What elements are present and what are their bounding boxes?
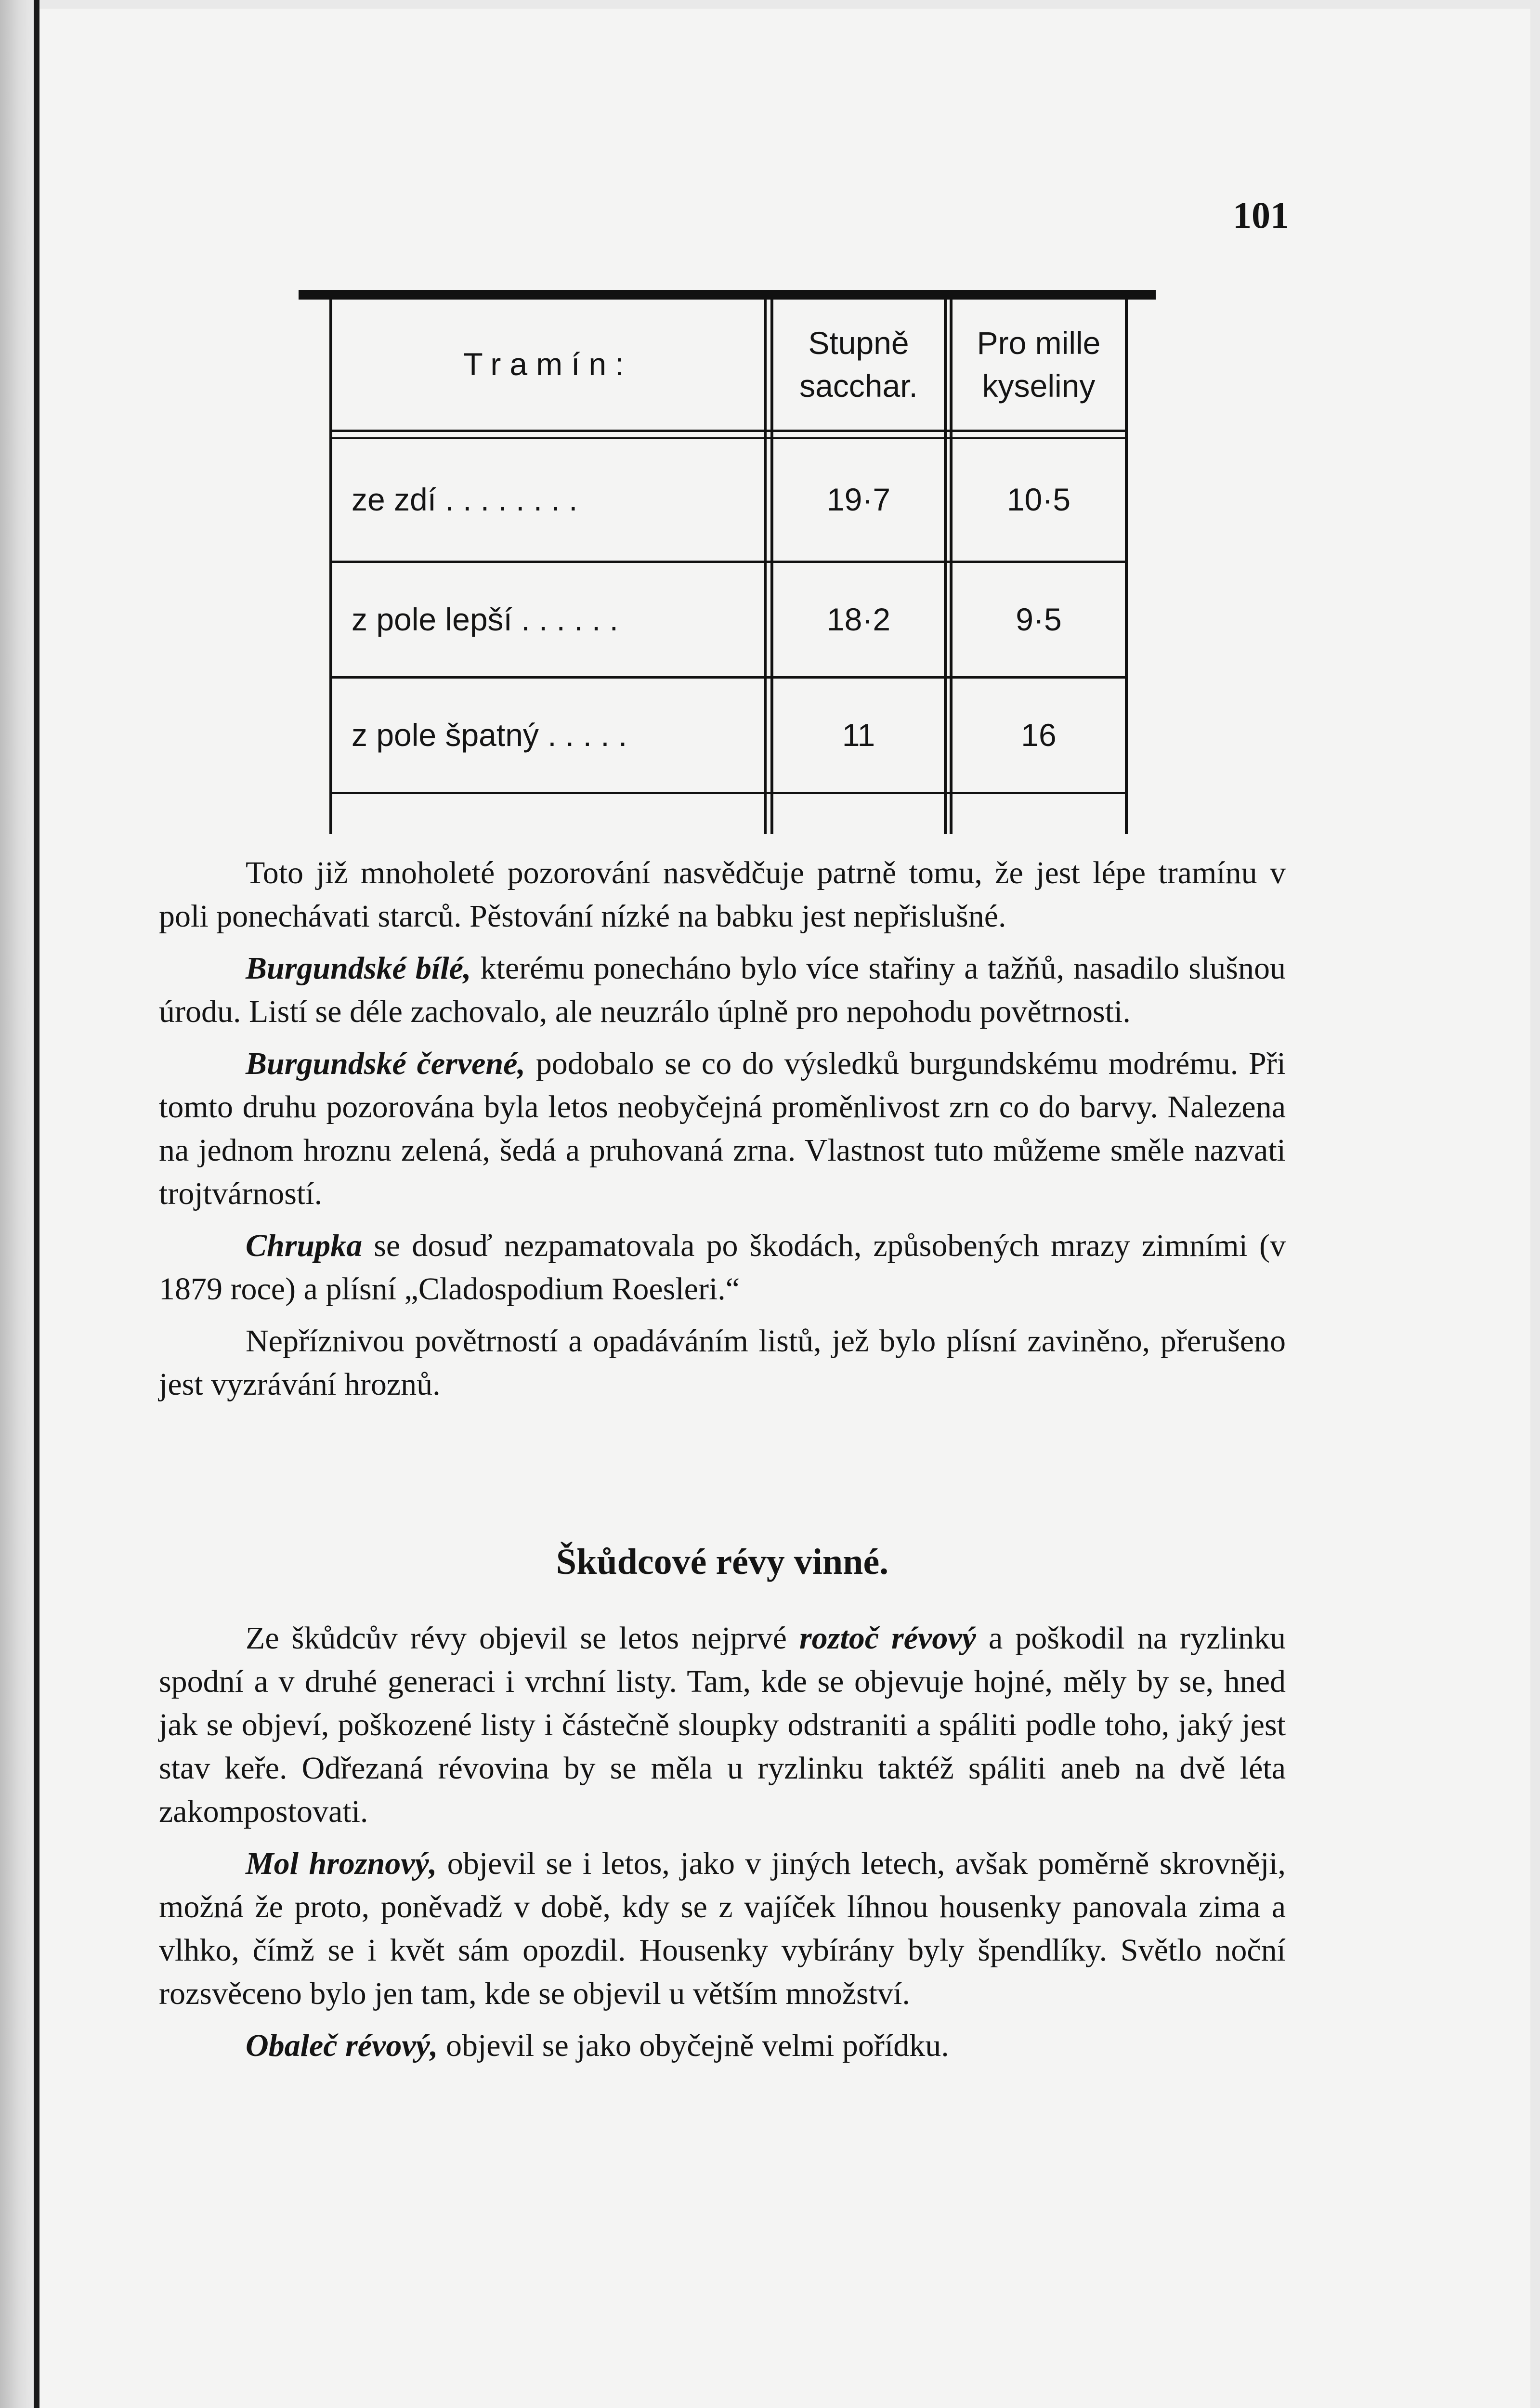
pest-term: roztoč révový [799,1621,976,1656]
row-acid-value: 10·5 [1006,482,1071,518]
paragraph-text: podobalo se co do výsledků burgundskému modrému. Při tomto druhu pozorována byla letos neobyčejná proměnlivost zrn co do barvy. Nalezena na jednom hroznu zelená, šedá a pruhovaná zrna. Vlastnost tuto můžeme směle nazvati trojtvárností. [159,1046,1286,1211]
page-edge-line [34,0,39,2408]
table-hline [332,430,1125,432]
row-label: z pole špatný . . . . . [352,717,627,753]
variety-term: Chrupka [246,1228,363,1263]
paragraph-burgundy-red [159,1042,1286,1216]
row-acid-value: 16 [1021,717,1057,753]
paragraph-burgundy-white [159,947,1286,1034]
paragraph-text: a poškodil na ryzlinku spodní a v druhé generaci i vrchní listy. Tam, kde se objevuje hojné, měly by se, hned jak se objeví, poškozené listy i částečně sloupky odstraniti a spáliti podle toho, jaký jest stav keře. Odřezaná révovina by se měla u ryzlinku taktéž spáliti aneb na dvě léta zakompostovati. [159,1621,1286,1829]
table-vline [1125,300,1128,834]
pests-section [159,1541,1286,2068]
row-sugar-value: 18·2 [826,601,891,637]
table-vline [944,300,947,834]
table-hline [332,792,1125,794]
paragraph-weather: Nepříznivou povětrností a opadáváním listů, jež bylo plísní zaviněno, přerušeno jest vyzrávání hroznů. [159,1323,1286,1402]
paragraph-moth [159,1842,1286,2015]
paragraph-text: objevil se jako obyčejně velmi pořídku. [438,2028,949,2063]
paragraph-text: Ze škůdcův révy objevil se letos nejprvé [246,1621,799,1656]
header-acid-permille: Pro mille kyseliny [977,325,1101,404]
table-top-rule [299,290,1156,300]
header-sugar-degrees: Stupně sacchar. [799,325,918,404]
paragraph-chrupka [159,1224,1286,1311]
body-text [159,851,1286,1406]
tramin-table [299,290,1156,834]
variety-term: Burgundské červené, [246,1046,525,1081]
row-label: z pole lepší . . . . . . [352,601,618,637]
paragraph-text: objevil se i letos, jako v jiných letech, avšak poměrně skrovněji, možná že proto, poněvadž v době, kdy se z vajíček líhnou housenky panovala zima a vlhko, čímž se i květ sám opozdil. Housenky vybírány byly špendlíky. Světlo noční rozsvěceno bylo jen tam, kde se objevil u větším množství. [159,1846,1286,2011]
paragraph-leafroller [159,2024,1286,2068]
page-number: 101 [1233,194,1289,236]
header-tramin: Tramín: [463,346,633,382]
row-sugar-value: 19·7 [826,482,891,518]
variety-term: Burgundské bílé, [246,951,471,986]
pest-term: Obaleč révový, [246,2028,438,2063]
paragraph-observation: Toto již mnoholeté pozorování nasvědčuje patrně tomu, že jest lépe tramínu v poli ponechávati starců. Pěstování nízké na babku jest nepřislušné. [159,855,1286,934]
row-acid-value: 9·5 [1016,601,1062,637]
section-heading: Škůdcové révy vinné. [556,1542,889,1582]
scan-shadow [0,0,34,2408]
paragraph-mite [159,1617,1286,1833]
table-vline [764,300,767,834]
paragraph-text: kterému ponecháno bylo více stařiny a tažňů, nasadilo slušnou úrodu. Listí se déle zachovalo, ale neuzrálo úplně pro nepohodu povětrnosti. [159,951,1286,1029]
pest-term: Mol hroznový, [246,1846,437,1881]
row-sugar-value: 11 [842,717,875,753]
row-label: ze zdí . . . . . . . . [352,482,578,518]
paragraph-text: se dosuď nezpamatovala po škodách, způsobených mrazy zimními (v 1879 roce) a plísní „Cladospodium Roesleri.“ [159,1228,1286,1307]
